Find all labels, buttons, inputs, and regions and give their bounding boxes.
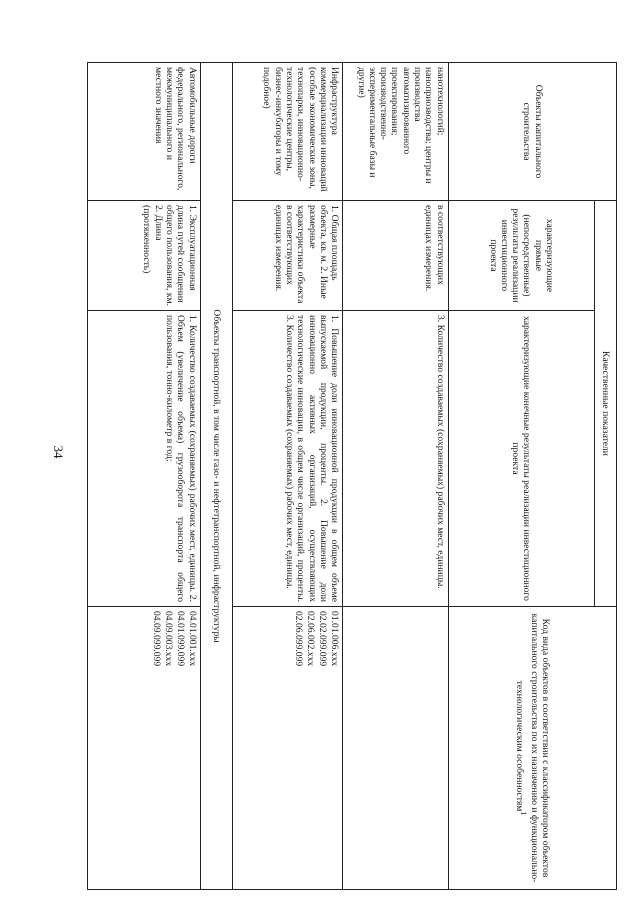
table-row <box>88 63 201 890</box>
code-item: 02.02.099.099 <box>317 611 329 667</box>
section-row <box>200 63 232 890</box>
section-title: Объекты транспортной, в том числе газо- и нефтетранспортной, инфраструктуры <box>200 63 232 890</box>
page-number: 34 <box>51 445 66 459</box>
header-final-results: характеризующие конечные результаты реализации инвестиционного проекта <box>448 311 594 607</box>
header-quality-indicators: Качественные показатели <box>594 201 616 607</box>
cell-direct: 1. Эксплуатационная длина путей сообщения общего пользования, км. 2. Длина (протяженность) <box>88 201 201 311</box>
rotated-table-container <box>87 62 617 889</box>
header-code <box>448 607 616 890</box>
cell-object: Инфраструктура коммерциализации инноваций (особые экономические зоны, технопарки, инновационно-технологические центры, бизнес-инкубаторы и тому подобное) <box>232 63 342 201</box>
code-item: 04.01.001.xxx <box>186 611 198 667</box>
code-item: 04.01.099.099 <box>174 611 186 667</box>
code-item: 04.09.003.xxx <box>162 611 174 667</box>
code-item: 02.06.099.099 <box>293 611 305 667</box>
cell-codes <box>88 607 201 890</box>
cell-final: 1. Количество создаваемых (сохраняемых) рабочих мест, единицы. 2. Объем (увеличение объема) грузооборота транспорта общего пользования, тонно-километр в год; <box>88 311 201 607</box>
cell-codes <box>232 607 342 890</box>
cell-final: 3. Количество создаваемых (сохраняемых) рабочих мест, единицы. <box>343 311 449 607</box>
cell-codes <box>343 607 449 890</box>
header-code-text: Код вида объектов в соответствии с классификатором объектов капитального строительства по их назначению и функционально-технологическим особенностям <box>514 613 551 883</box>
code-item: 04.09.099.099 <box>150 611 162 667</box>
code-item: 02.06.002.xxx <box>305 611 317 667</box>
cell-direct: 1. Общая площадь объекта, кв. м. 2. Иные размерные характеристики объекта в соответствующих единицах измерения. <box>232 201 342 311</box>
capital-objects-table <box>87 62 617 890</box>
cell-direct: в соответствующих единицах измерения. <box>343 201 449 311</box>
table-row <box>232 63 342 890</box>
header-row-1 <box>594 63 616 890</box>
header-code-footnote: 1 <box>519 811 529 816</box>
cell-final: 1. Повышение доли инновационной продукции в общем объеме выпускаемой продукции, проценты. 2. Повышение доли инновационно активных организаций, осуществляющих технологические инновации, в общем числе организаций, проценты. 3. Количество создаваемых (сохраняемых) рабочих мест, единицы. <box>232 311 342 607</box>
table-row <box>343 63 449 890</box>
cell-object: нанотехнологий; наноприозводства; центры и производства автоматизированного проектирования; производственно-экспериментальные базы и другие) <box>343 63 449 201</box>
code-item: 01.01.006.xxx <box>329 611 341 667</box>
cell-object: Автомобильные дороги федерального, регионального, межмуниципального и местного значения <box>88 63 201 201</box>
header-direct-results: характеризующие прямые (непосредственные) результаты реализации инвестиционного проекта <box>448 201 594 311</box>
header-objects: Объекты капитального строительства <box>448 63 616 201</box>
